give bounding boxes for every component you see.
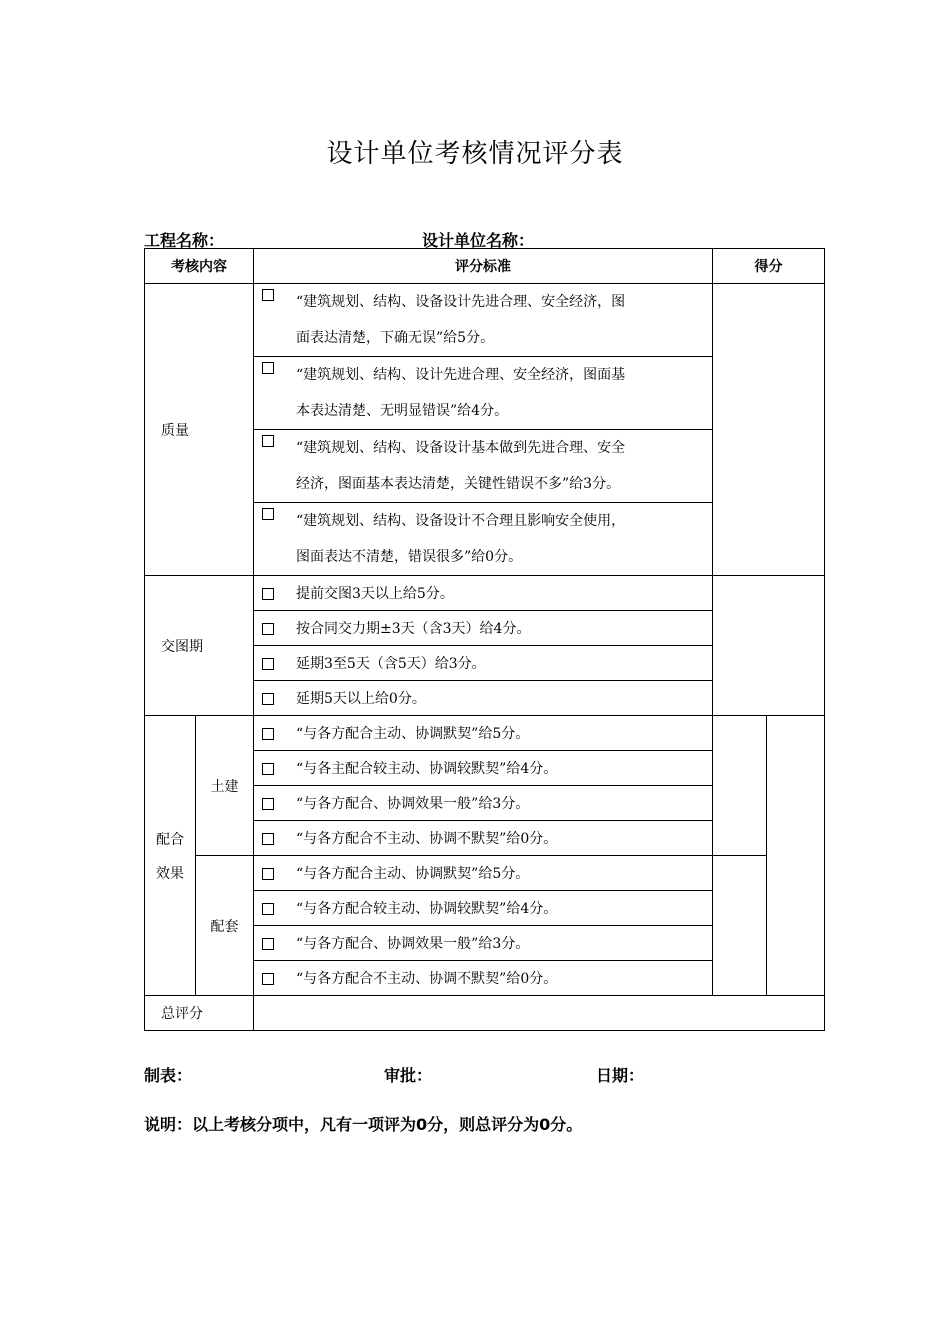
checkbox[interactable]: [262, 435, 274, 447]
prepared-by-label: 制表：: [144, 1066, 193, 1085]
score-cell-cooperation[interactable]: [767, 716, 825, 996]
criterion-text: “与各方配合较主动、协调较默契”给4分。: [296, 901, 558, 917]
score-cell-delivery[interactable]: [713, 576, 825, 716]
category-label: 配合: [156, 831, 184, 848]
criterion-text: “建筑规划、结构、设备设计不合理且影响安全使用，: [296, 513, 626, 529]
criterion-text: 图面表达不清楚，错误很多”给0分。: [296, 549, 523, 565]
table-header-row: [145, 249, 825, 284]
col-header-content: 考核内容: [145, 249, 254, 284]
table-row: [145, 576, 825, 611]
category-cooperation: [145, 716, 196, 996]
criterion-cell: [254, 891, 713, 926]
criterion-cell: [254, 284, 713, 357]
approved-by-label: 审批：: [384, 1066, 433, 1085]
date-label: 日期：: [596, 1066, 645, 1085]
total-score-label: 总评分: [145, 996, 254, 1031]
criterion-text: “建筑规划、结构、设计先进合理、安全经济，图面基: [296, 367, 626, 383]
checkbox[interactable]: [262, 903, 274, 915]
note-text: 说明：以上考核分项中，凡有一项评为0分，则总评分为0分。: [144, 1115, 583, 1134]
total-score-cell[interactable]: [254, 996, 825, 1031]
criterion-cell: [254, 611, 713, 646]
criterion-text: “与各方配合主动、协调默契”给5分。: [296, 726, 530, 742]
score-table: [144, 248, 825, 1031]
criterion-cell: [254, 357, 713, 430]
table-row: [145, 996, 825, 1031]
criterion-text: “与各方配合主动、协调默契”给5分。: [296, 866, 530, 882]
project-name-label: 工程名称：: [144, 231, 225, 250]
criterion-text: “与各方配合、协调效果一般”给3分。: [296, 796, 530, 812]
criterion-cell: [254, 856, 713, 891]
checkbox[interactable]: [262, 362, 274, 374]
criterion-text: “与各主配合较主动、协调较默契”给4分。: [296, 761, 558, 777]
checkbox[interactable]: [262, 938, 274, 950]
criterion-cell: [254, 430, 713, 503]
page-title: 设计单位考核情况评分表: [326, 139, 624, 169]
score-cell-civil[interactable]: [713, 716, 767, 856]
criterion-text: 延期5天以上给0分。: [296, 691, 426, 707]
criterion-text: “建筑规划、结构、设备设计基本做到先进合理、安全: [296, 440, 626, 456]
criterion-cell: [254, 576, 713, 611]
criterion-text: “与各方配合不主动、协调不默契”给0分。: [296, 831, 558, 847]
criterion-text: 延期3至5天（含5天）给3分。: [296, 656, 486, 672]
table-row: [145, 284, 825, 357]
criterion-text: “与各方配合不主动、协调不默契”给0分。: [296, 971, 558, 987]
category-quality: 质量: [145, 284, 254, 576]
checkbox[interactable]: [262, 868, 274, 880]
design-unit-label: 设计单位名称：: [422, 231, 535, 250]
criterion-cell: [254, 961, 713, 996]
checkbox[interactable]: [262, 623, 274, 635]
criterion-cell: [254, 716, 713, 751]
checkbox[interactable]: [262, 588, 274, 600]
criterion-cell: [254, 926, 713, 961]
checkbox[interactable]: [262, 798, 274, 810]
criterion-text: “与各方配合、协调效果一般”给3分。: [296, 936, 530, 952]
checkbox[interactable]: [262, 289, 274, 301]
checkbox[interactable]: [262, 728, 274, 740]
category-label: 效果: [156, 865, 184, 882]
checkbox[interactable]: [262, 658, 274, 670]
checkbox[interactable]: [262, 763, 274, 775]
score-cell-quality[interactable]: [713, 284, 825, 576]
criterion-text: 面表达清楚，下确无误”给5分。: [296, 330, 495, 346]
col-header-criteria: 评分标准: [254, 249, 713, 284]
col-header-score: 得分: [713, 249, 825, 284]
table-row: [145, 716, 825, 751]
table-row: [145, 856, 825, 891]
checkbox[interactable]: [262, 833, 274, 845]
criterion-text: 本表达清楚、无明显错误”给4分。: [296, 403, 509, 419]
criterion-text: 提前交图3天以上给5分。: [296, 586, 454, 602]
subcategory-civil: 土建: [196, 716, 254, 856]
criterion-cell: [254, 751, 713, 786]
criterion-cell: [254, 821, 713, 856]
checkbox[interactable]: [262, 508, 274, 520]
subcategory-supporting: 配套: [196, 856, 254, 996]
criterion-cell: [254, 503, 713, 576]
score-cell-supporting[interactable]: [713, 856, 767, 996]
criterion-text: 经济，图面基本表达清楚，关键性错误不多”给3分。: [296, 476, 621, 492]
criterion-text: “建筑规划、结构、设备设计先进合理、安全经济，图: [296, 294, 626, 310]
criterion-cell: [254, 646, 713, 681]
criterion-text: 按合同交力期±3天（含3天）给4分。: [296, 621, 531, 637]
checkbox[interactable]: [262, 973, 274, 985]
category-delivery: 交图期: [145, 576, 254, 716]
criterion-cell: [254, 786, 713, 821]
checkbox[interactable]: [262, 693, 274, 705]
criterion-cell: [254, 681, 713, 716]
